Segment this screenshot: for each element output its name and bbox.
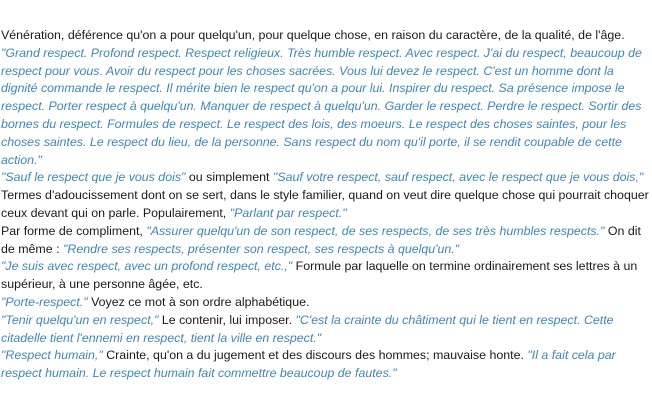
definition-text: ou simplement (185, 170, 273, 185)
definition-paragraph (1, 258, 651, 294)
definition-paragraph (1, 223, 651, 259)
definition-paragraph (1, 312, 651, 348)
example-quote: "Tenir quelqu'un en respect," (1, 312, 159, 327)
definition-text: Crainte, qu'on a du jugement et des discours des hommes; mauvaise honte. (102, 348, 528, 363)
definition-text: Par forme de compliment, (1, 223, 147, 238)
example-quote: "Sauf le respect que je vous dois" (1, 170, 186, 185)
definition-text: Formule par laquelle on termine ordinairement ses lettres à un supérieur, à une personne âgée, etc. (1, 259, 638, 292)
example-quote: "Porte-respect." (1, 294, 88, 309)
definition-paragraph (1, 347, 651, 383)
definition-text: Le contenir, lui imposer. (158, 312, 296, 327)
example-quote: "Parlant par respect." (229, 205, 347, 220)
definition-text: Vénération, déférence qu'on a pour quelqu'un, pour quelque chose, en raison du caractère, de la qualité, de l'âge. (1, 28, 625, 42)
definition-paragraph (1, 169, 651, 222)
example-quote: "Je suis avec respect, avec un profond respect, etc.," (1, 259, 293, 274)
example-quote: "Il a fait cela par respect humain. Le respect humain fait commettre beaucoup de fautes." (1, 348, 616, 381)
example-quote: "Grand respect. Profond respect. Respect religieux. Très humble respect. Avec respect. J'ai du respect, beaucoup de respect pour vous. Avoir du respect pour les choses sacrées. Vous lui devez le respect. C'est un homme dont la dignité commande le respect. Il mérite bien le respect qu'on a pour lui. Inspirer du respect. Sa présence impose le respect. Porter respect à quelqu'un. Manquer de respect à quelqu'un. Garder le respect. Perdre le respect. Sortir des bornes du respect. Formules de respect. Le respect des lois, des moeurs. Le respect des choses saintes, pour les choses saintes. Le respect du lieu, de la personne. Sans respect du nom qu'il porte, il se rendit coupable de cette action." (1, 45, 642, 167)
example-quote: "Assurer quelqu'un de son respect, de ses respects, de ses très humbles respects." (146, 223, 605, 238)
definition-text: Voyez ce mot à son ordre alphabétique. (87, 294, 310, 309)
definition-text: On dit de même : (1, 223, 641, 256)
example-quote: "Respect humain," (1, 348, 103, 363)
dictionary-entry (1, 27, 651, 383)
example-quote: "Sauf votre respect, sauf respect, avec le respect que je vous dois," (272, 170, 644, 185)
definition-text: Termes d'adoucissement dont on se sert, dans le style familier, quand on veut dire quelque chose qui pourrait choquer ceux devant qui on parle. Populairement, (1, 188, 649, 220)
definition-paragraph (1, 27, 651, 169)
definition-paragraph (1, 294, 651, 312)
example-quote: "C'est la crainte du châtiment qui le tient en respect. Cette citadelle tient l'ennemi en respect, tient la ville en respect." (1, 312, 614, 345)
example-quote: "Rendre ses respects, présenter son respect, ses respects à quelqu'un." (62, 241, 460, 256)
